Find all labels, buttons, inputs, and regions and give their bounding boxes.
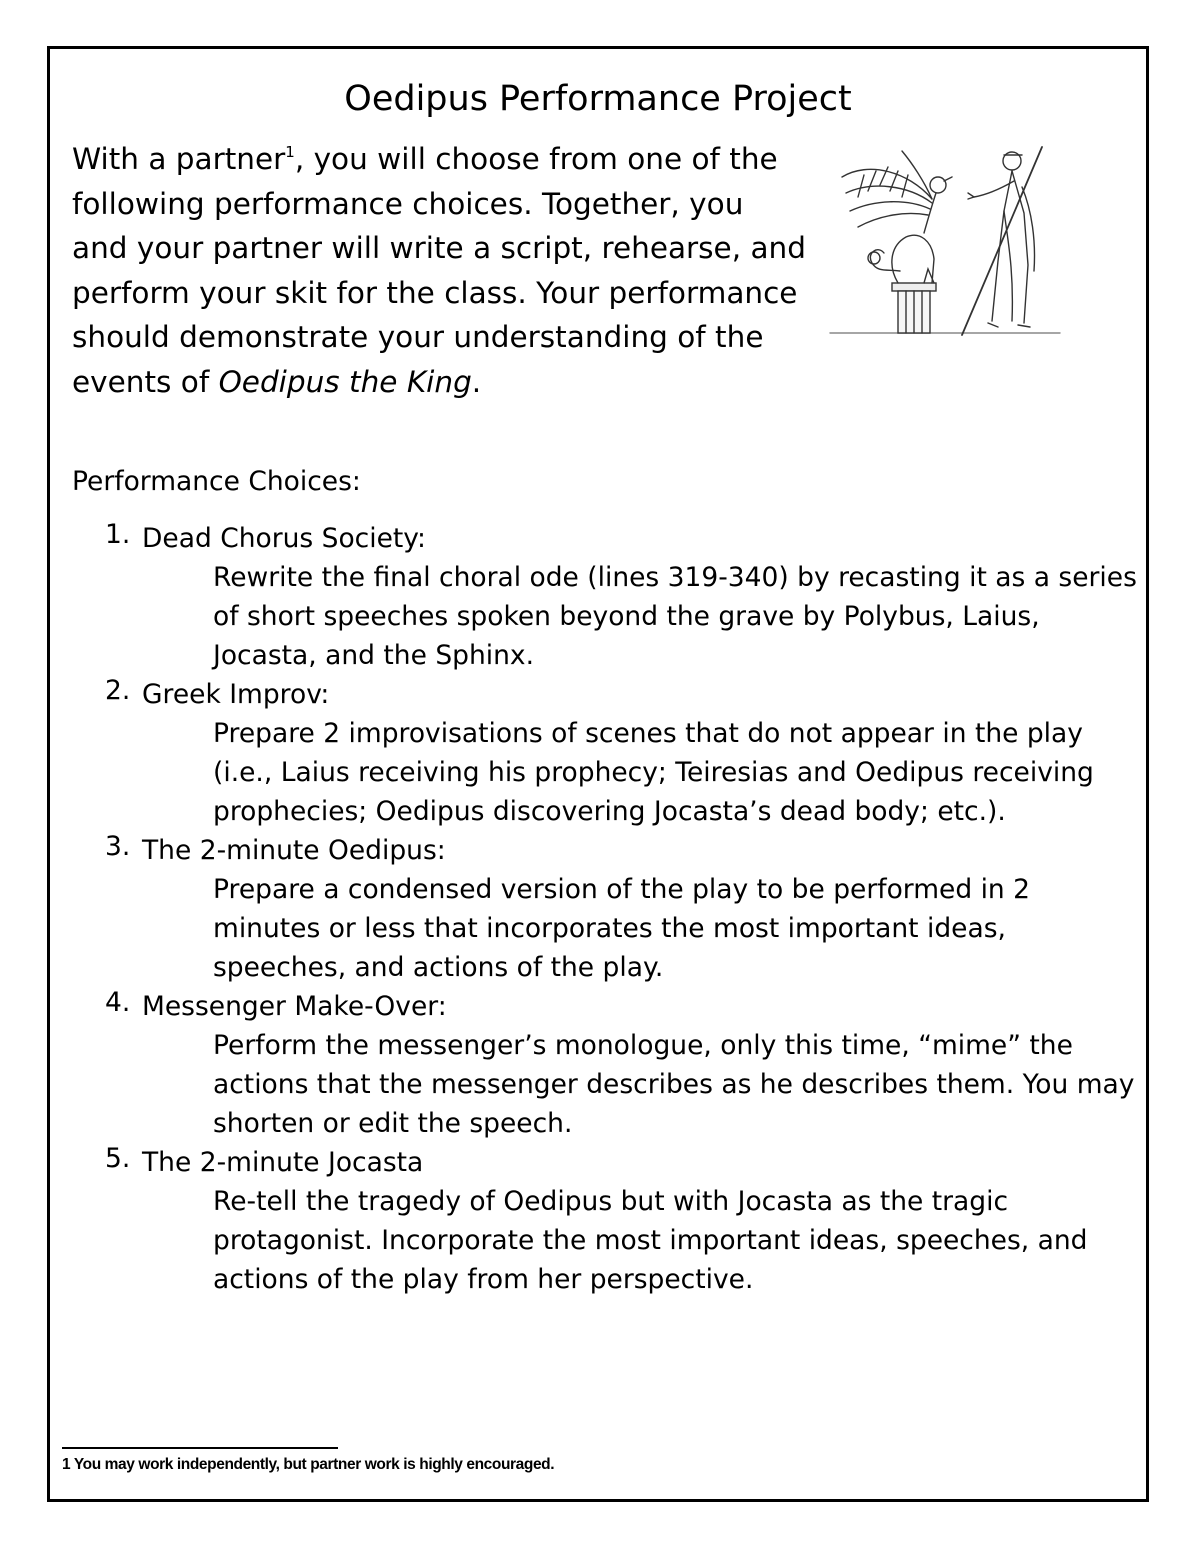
choice-item xyxy=(105,675,1145,831)
choice-item xyxy=(105,1143,1145,1299)
intro-text-end: . xyxy=(471,364,482,399)
choice-name: The 2-minute Jocasta xyxy=(142,1147,424,1178)
sphinx-and-oedipus-illustration xyxy=(828,141,1068,341)
choice-description: Re-tell the tragedy of Oedipus but with Jocasta as the tragic protagonist. Incorporate the most important ideas, speeches, and actions of the play from her perspective. xyxy=(213,1186,1088,1295)
choice-description: Perform the messenger’s monologue, only this time, “mime” the actions that the messenger describes as he describes them. You may shorten or edit the speech. xyxy=(213,1030,1135,1139)
footnote-marker: 1 xyxy=(285,143,295,161)
choice-number: 5. xyxy=(105,1143,131,1174)
intro-paragraph xyxy=(72,137,1102,405)
footnote: 1 You may work independently, but partner work is highly encouraged. xyxy=(62,1456,555,1473)
page-frame xyxy=(47,46,1149,1502)
choice-item xyxy=(105,831,1145,987)
choice-item xyxy=(105,987,1145,1143)
intro-text-body: , you will choose from one of the following performance choices. Together, you and your partner will write a script, rehearse, and perform your skit for the class. Your performance should demonstrate your understanding of the events of xyxy=(72,142,806,399)
document-title: Oedipus Performance Project xyxy=(344,79,852,119)
choice-description: Prepare 2 improvisations of scenes that do not appear in the play (i.e., Laius receiving his prophecy; Teiresias and Oedipus receiving prophecies; Oedipus discovering Jocasta’s dead body; etc.). xyxy=(213,718,1094,827)
choice-description: Prepare a condensed version of the play to be performed in 2 minutes or less that incorporates the most important ideas, speeches, and actions of the play. xyxy=(213,874,1031,983)
footnote-separator xyxy=(62,1447,338,1449)
choice-name: Dead Chorus Society: xyxy=(142,523,426,554)
choice-number: 4. xyxy=(105,987,131,1018)
choice-number: 1. xyxy=(105,519,131,550)
choice-number: 2. xyxy=(105,675,131,706)
choice-name: The 2-minute Oedipus: xyxy=(142,835,446,866)
choice-item xyxy=(105,519,1145,675)
performance-choices-list xyxy=(105,519,1145,1299)
play-title: Oedipus the King xyxy=(218,364,472,399)
intro-text-start: With a partner xyxy=(72,142,286,176)
choice-name: Greek Improv: xyxy=(142,679,330,710)
choices-heading: Performance Choices: xyxy=(72,466,361,497)
choice-number: 3. xyxy=(105,831,131,862)
choice-name: Messenger Make-Over: xyxy=(142,991,447,1022)
choice-description: Rewrite the final choral ode (lines 319-340) by recasting it as a series of short speeches spoken beyond the grave by Polybus, Laius, Jocasta, and the Sphinx. xyxy=(213,562,1137,671)
